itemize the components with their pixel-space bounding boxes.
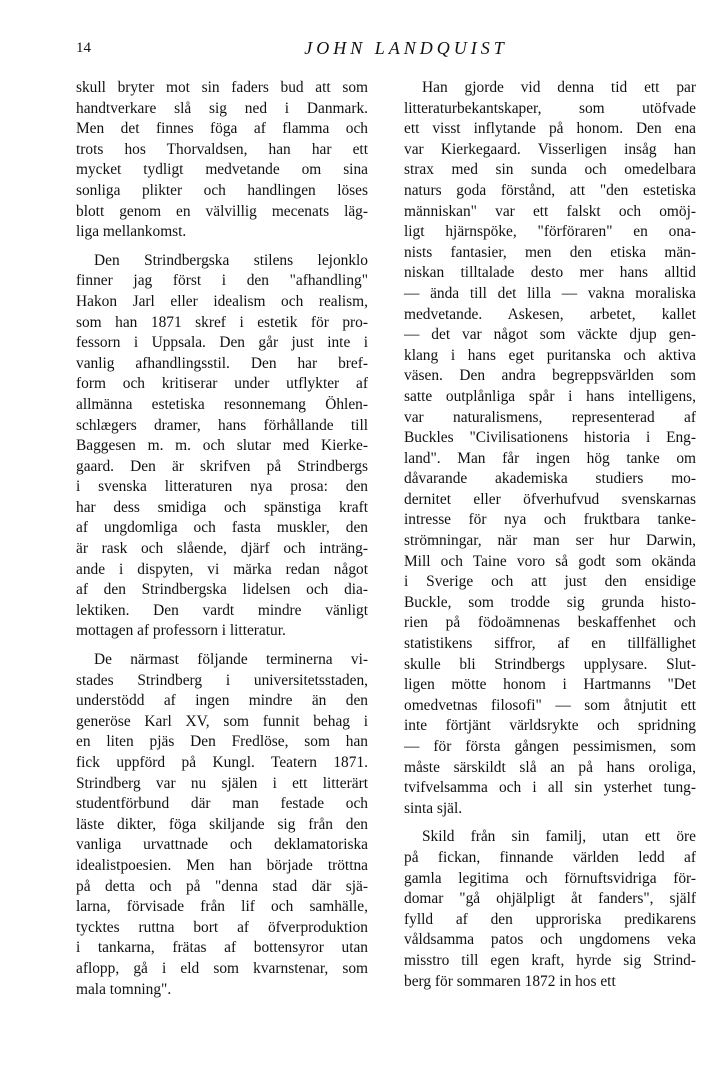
- text-line: nists fantasier, men den etiska män-: [404, 243, 696, 261]
- text-line: i Sverige och att just den ensidige: [404, 573, 696, 591]
- right-column: [404, 78, 696, 992]
- text-line: som han 1871 skref i estetik för pro-: [76, 313, 368, 331]
- text-line: människan" var ett falskt och omöj-: [404, 202, 696, 220]
- text-line: strax med sin sunda och omedelbara: [404, 161, 696, 179]
- text-line: på detta och på "denna stad där sjä-: [76, 877, 368, 895]
- text-line: trots hos Thorvaldsen, han har ett: [76, 140, 368, 158]
- text-line: Men det finnes föga af flamma och: [76, 120, 368, 138]
- text-line: generöse Karl XV, som funnit behag i: [76, 712, 368, 730]
- text-line: Han gjorde vid denna tid ett par: [422, 79, 696, 96]
- running-title: JOHN LANDQUIST: [304, 38, 508, 58]
- text-line: fylld af den upproriska predikarens: [404, 910, 696, 928]
- text-line: på fickan, finnande världen ledd af: [404, 848, 696, 866]
- text-line: medvetande. Askesen, arbetet, kallet: [404, 305, 696, 323]
- text-line: intresse för nya och fruktbara tanke-: [404, 511, 696, 529]
- text-line: Strindberg var nu själen i ett litterärt: [76, 774, 368, 792]
- text-line: mycket tydligt medvetande om sina: [76, 161, 368, 179]
- text-line: Den Strindbergska stilens lejonklo: [94, 251, 368, 269]
- text-line: inte förtjänt världsrykte och spridning: [404, 717, 696, 735]
- text-line: blott genom en välvillig mecenats läg-: [76, 202, 368, 220]
- text-line: Buckle, som trodde sig grunda histo-: [404, 593, 696, 611]
- text-line: — för första gången pessimismen, som: [404, 738, 696, 755]
- text-line: Mill och Taine voro så godt som okända: [404, 552, 696, 570]
- text-line: niskan tilltalade desto mer hans alltid: [404, 264, 696, 282]
- text-line: ligt hjärnspöke, "förföraren" en ona-: [404, 223, 696, 241]
- text-line: gaard. Den är skrifven på Strindbergs: [76, 457, 368, 475]
- text-line: väsen. Den andra begreppsvärlden som: [404, 367, 696, 385]
- text-line: skull bryter mot sin faders bud att som: [76, 79, 368, 96]
- paragraph-gap: [76, 642, 368, 650]
- text-line: studentförbund där man festade och: [76, 795, 368, 813]
- text-line: stades Strindberg i universitetsstaden,: [76, 671, 368, 689]
- text-line: gamla legitima och förnuftsvidriga för-: [404, 869, 696, 887]
- text-line: idealistpoesien. Men han började tröttna: [76, 856, 368, 874]
- text-line: schlægers dramer, hans förhållande till: [76, 416, 368, 434]
- text-line: statistikens siffror, af en tillfällighet: [404, 635, 696, 653]
- text-line: — ända till det lilla — vakna moraliska: [404, 284, 696, 302]
- text-line: i tankarna, frätas af bottensyror utan: [76, 939, 368, 957]
- text-line: våldsamma patos och ungdomens veka: [404, 931, 696, 949]
- text-line: Buckles "Civilisationens historia i Eng-: [404, 429, 696, 447]
- text-line: omedvetnas filosofi" — som åtnjutit ett: [404, 696, 696, 714]
- text-line: dåvarande akademiska studiers mo-: [404, 470, 696, 488]
- text-line: fessorn i Uppsala. Den går just inte i: [76, 334, 368, 352]
- paragraph: [76, 78, 368, 243]
- left-column: [76, 78, 368, 1000]
- page-number: 14: [76, 40, 91, 56]
- text-line: aflopp, gå i eld som kvarnstenar, som: [76, 959, 368, 977]
- text-line: litteraturbekantskaper, som utöfvade: [404, 99, 696, 117]
- text-line: sinta själ.: [404, 799, 463, 817]
- paragraph: [76, 251, 368, 642]
- text-line: läste dikter, föga skiljande sig från den: [76, 815, 368, 833]
- paragraph-gap: [404, 819, 696, 827]
- text-line: De närmast följande terminerna vi-: [94, 651, 368, 669]
- text-line: fick uppförd på Kungl. Teatern 1871.: [76, 754, 368, 771]
- text-line: måste särskildt slå an på hans oroliga,: [404, 758, 696, 776]
- text-line: ett visst inflytande på honom. Den ena: [404, 120, 696, 138]
- text-line: satte outplånliga spår i hans intelligens,: [404, 387, 696, 405]
- text-line: understödd af ingen mindre än den: [76, 692, 368, 710]
- text-line: misstro till egen kraft, hyrde sig Strind-: [404, 951, 696, 969]
- text-line: larna, förvisade från lif och samhälle,: [76, 898, 368, 916]
- text-line: var Kierkegaard. Visserligen insåg han: [404, 140, 696, 158]
- text-line: allmänna estetiska resonnemang Öhlen-: [76, 395, 368, 413]
- text-line: tycktes ruttna bort af öfverproduktion: [76, 918, 368, 936]
- text-line: liga mellankomst.: [76, 223, 187, 241]
- text-line: skulle bli Strindbergs upplysare. Slut-: [404, 655, 696, 673]
- text-line: ligen mötte honom i Hartmanns "Det: [404, 676, 696, 694]
- text-line: — det var något som väckte djup gen-: [404, 326, 696, 344]
- paragraph: [76, 650, 368, 1000]
- text-line: vanlig afhandlingsstil. Den har bref-: [76, 354, 368, 372]
- text-line: rien på födoämnenas beskaffenhet och: [404, 614, 696, 632]
- paragraph-gap: [76, 243, 368, 251]
- text-line: klang i hans eget puritanska och aktiva: [404, 346, 696, 364]
- text-line: domar "gå ohjälpligt åt fanders", själf: [404, 890, 696, 908]
- text-line: naturs goda förstånd, att "den estetiska: [404, 181, 696, 199]
- text-line: strömningar, när man ser hur Darwin,: [404, 532, 696, 550]
- text-line: Skild från sin familj, utan ett öre: [422, 828, 696, 846]
- text-line: tvifvelsamma och i all sin ysterhet tung-: [404, 779, 696, 797]
- text-line: af ungdomliga och fasta muskler, den: [76, 519, 368, 537]
- text-line: är rask och slående, djärf och inträng-: [76, 540, 368, 558]
- text-line: dernitet eller öfverhufvud svenskarnas: [404, 490, 696, 508]
- paragraph: [404, 78, 696, 819]
- text-line: mala tomning".: [76, 980, 172, 998]
- text-line: form och kritiserar under utflykter af: [76, 375, 368, 393]
- text-line: land". Man får ingen hög tanke om: [404, 449, 696, 467]
- text-line: sonliga plikter och handlingen löses: [76, 181, 368, 199]
- text-line: ande i dispyten, vi märka redan något: [76, 560, 368, 578]
- text-line: var naturalismens, representerad af: [404, 408, 696, 426]
- text-line: af den Strindbergska lidelsen och dia-: [76, 581, 368, 599]
- text-line: vanliga urvattnade och deklamatoriska: [76, 836, 368, 854]
- text-line: i svenska litteraturen nya prosa: den: [76, 478, 368, 496]
- text-line: har dess smidiga och spänstiga kraft: [76, 498, 368, 516]
- text-line: mottagen af professorn i litteratur.: [76, 622, 286, 640]
- text-line: Hakon Jarl eller idealism och realism,: [76, 292, 368, 310]
- text-line: handtverkare slå sig ned i Danmark.: [76, 99, 368, 117]
- page-header: [76, 38, 696, 62]
- text-line: en liten pjäs Den Fredlöse, som han: [76, 733, 368, 751]
- text-line: berg för sommaren 1872 in hos ett: [404, 972, 616, 990]
- text-line: lektiken. Den vardt mindre vänligt: [76, 601, 368, 619]
- paragraph: [404, 827, 696, 992]
- text-line: finner jag först i den "afhandling": [76, 272, 368, 290]
- text-line: Baggesen m. m. och slutar med Kierke-: [76, 437, 368, 455]
